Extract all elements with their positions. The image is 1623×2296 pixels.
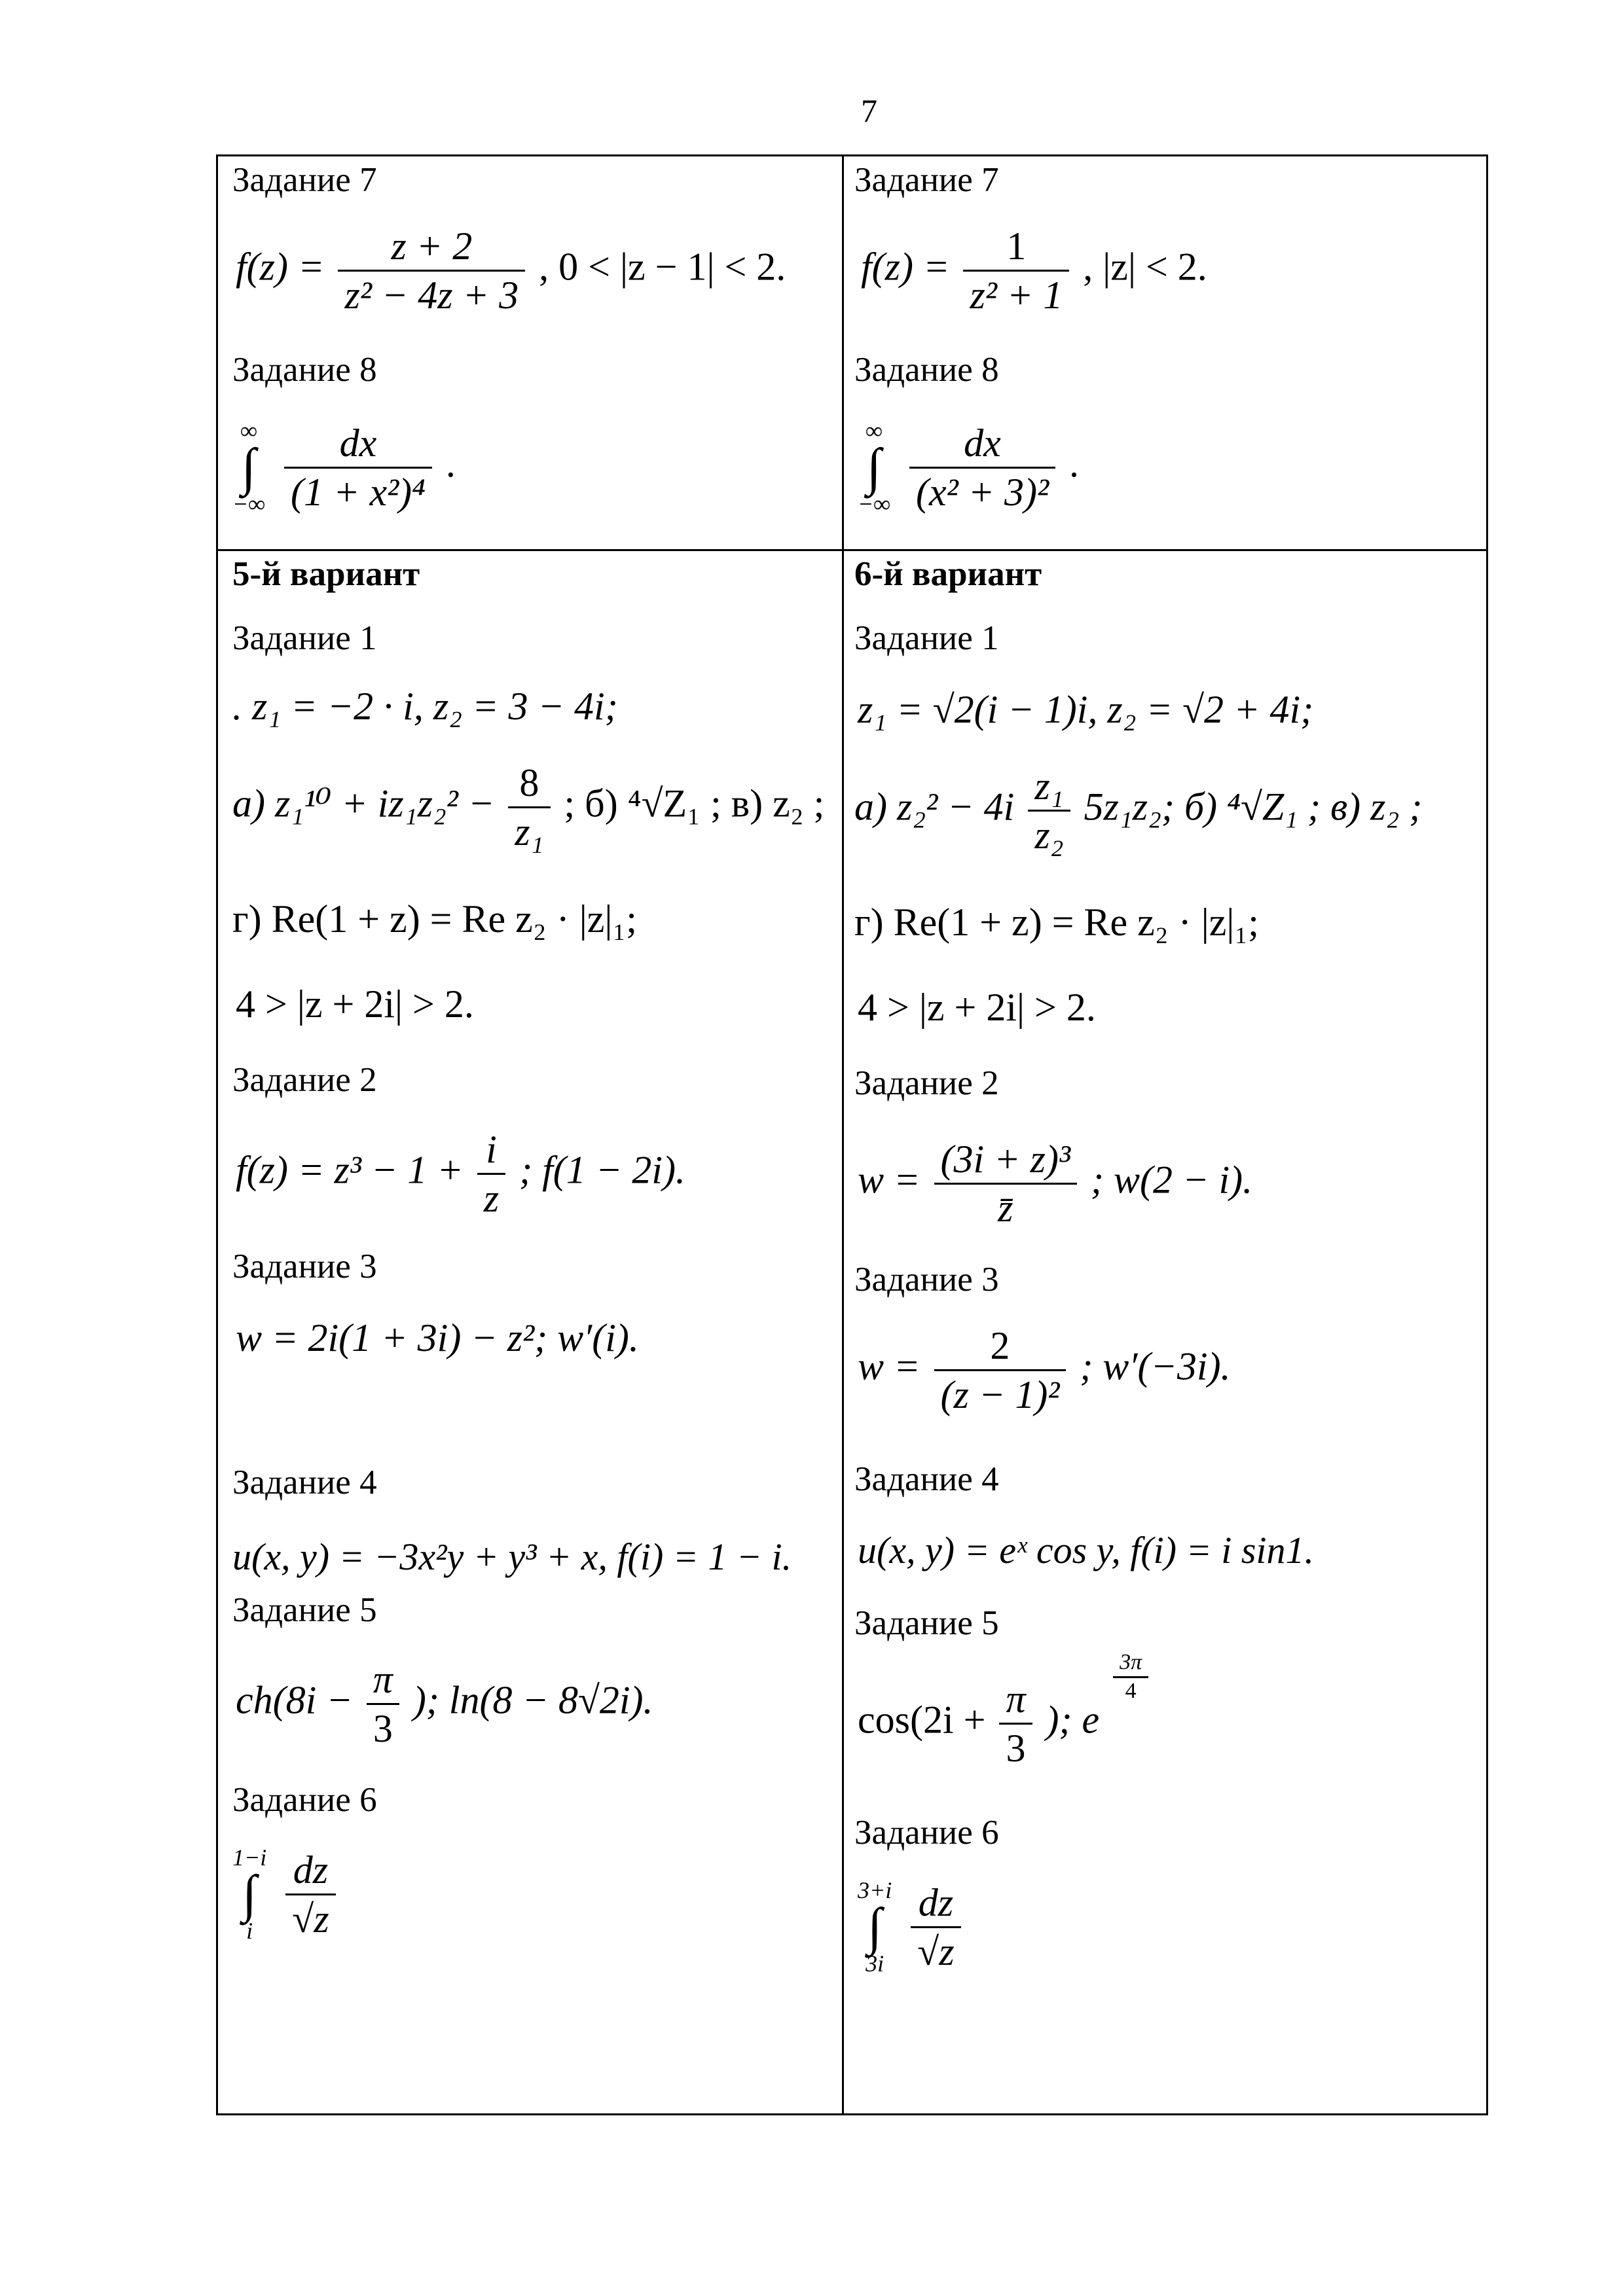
v6-task2-fraction: [934, 1136, 1077, 1232]
v6-task1-a-prefix: а) z₂² − 4i: [854, 785, 1015, 829]
variant6-title: 6-й вариант: [854, 555, 1042, 593]
v5-task5-label: Задание 5: [232, 1591, 377, 1629]
integral-lower: 3i: [866, 1950, 884, 1977]
variant5-title: 5-й вариант: [232, 555, 420, 593]
v6-task6-den: √z: [917, 1929, 955, 1973]
integral-sign: ∞ ∫ −∞: [858, 418, 890, 517]
task7-numerator: 1: [963, 223, 1069, 272]
v6-task6-formula: [858, 1878, 965, 1975]
page-number: 7: [861, 92, 877, 129]
integral-lower: i: [246, 1918, 253, 1944]
v6-task2-label: Задание 2: [854, 1064, 999, 1102]
task7-denominator: z² − 4z + 3: [344, 274, 519, 317]
v5-task6-num: dz: [285, 1846, 335, 1895]
task8-denominator: (1 + x²)⁴: [290, 470, 426, 514]
v6-task1-label: Задание 1: [854, 619, 999, 657]
v6-task3-prefix: w =: [858, 1344, 921, 1388]
integral-lower: −∞: [232, 491, 265, 517]
v6-task5-exp-num: 3π: [1113, 1649, 1148, 1678]
v5-task1-label: Задание 1: [232, 619, 377, 657]
v6-task1-line1: z₁ = √2(i − 1)i, z₂ = √2 + 4i;: [858, 688, 1314, 731]
v5-task2-label: Задание 2: [232, 1061, 377, 1099]
task7-label-left: Задание 7: [232, 161, 377, 199]
v5-task1-inequality: 4 > |z + 2i| > 2.: [236, 982, 474, 1026]
v6-task2-den: z̄: [998, 1187, 1013, 1230]
task8-formula-right: [858, 419, 1079, 516]
table-column-divider: [842, 154, 844, 2115]
v5-task2-num: i: [477, 1126, 505, 1175]
v6-task3-suffix: ; w′(−3i).: [1080, 1344, 1231, 1388]
v5-task6-fraction: [285, 1846, 335, 1943]
v6-task2-formula: [858, 1136, 1252, 1232]
v6-task3-fraction: [934, 1322, 1067, 1418]
v5-task2-prefix: f(z) = z³ − 1 +: [236, 1148, 464, 1192]
v5-task1-line1: . z₁ = −2 · i, z₂ = 3 − 4i;: [232, 685, 618, 728]
v6-task1-a-suffix: 5z₁z₂; б) ⁴√Z₁ ; в) z₂ ;: [1084, 785, 1423, 829]
v5-task5-num: π: [367, 1656, 399, 1705]
integral-upper: ∞: [240, 418, 257, 444]
v5-task1-a-fraction: [508, 759, 550, 855]
table-bottom-border: [216, 2113, 1487, 2115]
v5-task5-prefix: ch(8i −: [236, 1678, 353, 1722]
task8-label-right: Задание 8: [854, 351, 999, 389]
v6-task4-label: Задание 4: [854, 1460, 999, 1498]
v5-task2-fraction: [477, 1126, 505, 1222]
task8-numerator: dx: [284, 420, 432, 469]
v5-task6-den: √z: [292, 1897, 329, 1941]
v6-task6-label: Задание 6: [854, 1814, 999, 1852]
integral-sign: ∞ ∫ −∞: [232, 418, 265, 517]
integral-upper: ∞: [866, 418, 883, 444]
table-row-divider: [216, 549, 1487, 551]
v5-task5-formula: [236, 1656, 653, 1752]
task7-lhs: f(z) =: [861, 245, 950, 289]
v5-task1-items: [232, 759, 824, 855]
v6-task1-items: [854, 762, 1422, 859]
v6-task2-num: (3i + z)³: [934, 1136, 1077, 1185]
v6-task5-num: π: [999, 1676, 1032, 1725]
v5-task4-label: Задание 4: [232, 1463, 377, 1501]
integral-sign: 3+i ∫ 3i: [858, 1877, 892, 1977]
integral-upper: 3+i: [858, 1877, 892, 1903]
v6-task3-num: 2: [934, 1322, 1067, 1371]
v5-task5-fraction: [367, 1656, 399, 1752]
task7-denominator: z² + 1: [970, 274, 1063, 317]
task8-formula-left: [232, 419, 456, 516]
task7-numerator: z + 2: [338, 223, 525, 272]
v6-task5-prefix: cos(2i +: [858, 1698, 986, 1742]
task8-label-left: Задание 8: [232, 351, 377, 389]
v5-task6-label: Задание 6: [232, 1781, 377, 1819]
task7-formula-right: [861, 223, 1207, 319]
v5-task1-a-den: z₁: [515, 810, 544, 853]
v6-task1-g: г) Re(1 + z) = Re z₂ · |z|₁;: [854, 901, 1259, 944]
v5-task2-suffix: ; f(1 − 2i).: [519, 1148, 685, 1192]
v5-task2-den: z: [483, 1177, 500, 1220]
v6-task5-exp-den: 4: [1125, 1678, 1137, 1703]
v6-task1-inequality: 4 > |z + 2i| > 2.: [858, 986, 1096, 1029]
v5-task5-den: 3: [373, 1707, 393, 1750]
v6-task6-fraction: [911, 1879, 960, 1975]
v5-task2-formula: [236, 1126, 685, 1222]
task8-fraction: [284, 420, 432, 516]
v6-task6-num: dz: [911, 1879, 960, 1928]
integral-upper: 1−i: [232, 1844, 267, 1871]
task7-fraction: [338, 223, 525, 319]
v5-task3-formula: w = 2i(1 + 3i) − z²; w′(i).: [236, 1316, 639, 1359]
v6-task5-fraction: [999, 1676, 1032, 1772]
task7-formula-left: [236, 223, 786, 319]
v6-task2-prefix: w =: [858, 1158, 921, 1202]
task8-end: .: [445, 441, 456, 485]
v6-task5-label: Задание 5: [854, 1604, 999, 1642]
v5-task1-g: г) Re(1 + z) = Re z₂ · |z|₁;: [232, 897, 637, 941]
v6-task1-a-num: z₁: [1028, 762, 1070, 812]
v5-task1-a-suffix: ; б) ⁴√Z₁ ; в) z₂ ;: [564, 781, 825, 825]
v6-task1-a-fraction: [1028, 762, 1070, 859]
task7-condition: , |z| < 2.: [1083, 245, 1207, 289]
v6-task5-suffix: ); e: [1046, 1698, 1100, 1742]
v5-task5-suffix: ); ln(8 − 8√2i).: [412, 1678, 653, 1722]
task8-numerator: dx: [909, 420, 1055, 469]
v6-task5-den: 3: [1006, 1727, 1026, 1770]
v6-task5-exponent: [1113, 1649, 1148, 1705]
v6-task2-suffix: ; w(2 − i).: [1090, 1158, 1253, 1202]
v6-task3-formula: [858, 1322, 1231, 1418]
integral-lower: −∞: [858, 491, 890, 517]
v6-task3-den: (z − 1)²: [940, 1373, 1060, 1416]
table-top-border: [216, 154, 1487, 156]
v5-task1-a-prefix: а) z₁¹⁰ + iz₁z₂² −: [232, 781, 495, 825]
task7-fraction: [963, 223, 1069, 319]
task8-fraction: [909, 420, 1055, 516]
v5-task1-a-num: 8: [508, 759, 550, 808]
task8-denominator: (x² + 3)²: [915, 470, 1049, 514]
v6-task3-label: Задание 3: [854, 1261, 999, 1299]
v5-task4-formula: u(x, y) = −3x²y + y³ + x, f(i) = 1 − i.: [232, 1535, 792, 1578]
table-left-border: [216, 154, 218, 2115]
task8-end: .: [1069, 441, 1080, 485]
v6-task4-formula: u(x, y) = eˣ cos y, f(i) = i sin1.: [858, 1529, 1315, 1571]
v5-task6-formula: [232, 1846, 340, 1943]
task7-label-right: Задание 7: [854, 161, 999, 199]
task7-condition: , 0 < |z − 1| < 2.: [539, 245, 786, 289]
task7-lhs: f(z) =: [236, 245, 325, 289]
v5-task3-label: Задание 3: [232, 1247, 377, 1285]
integral-sign: 1−i ∫ i: [232, 1844, 267, 1944]
table-right-border: [1486, 154, 1488, 2115]
v6-task1-a-den: z₂: [1034, 814, 1064, 857]
